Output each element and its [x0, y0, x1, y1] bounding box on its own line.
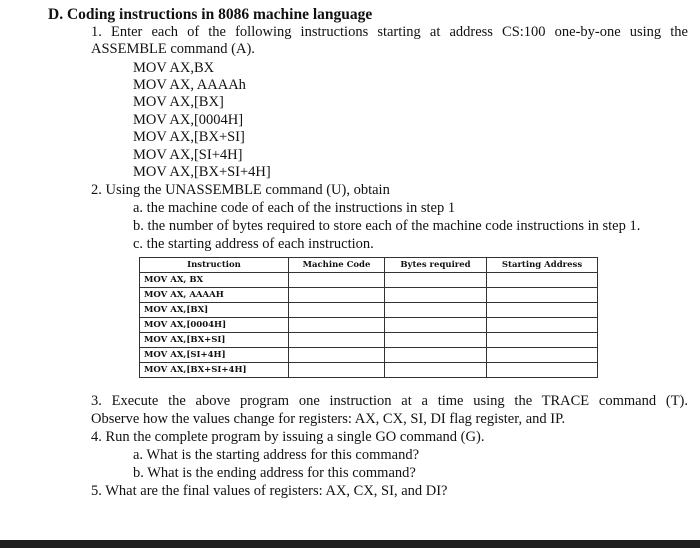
row-instruction: MOV AX, BX	[140, 273, 289, 288]
row-bytes-cell[interactable]	[385, 348, 487, 363]
instruction-line-4: MOV AX,[0004H]	[133, 112, 244, 128]
row-address-cell[interactable]	[487, 363, 598, 378]
step3-text-line1: 3. Execute the above program one instruction at a time using the TRACE command (T).	[91, 393, 688, 409]
table-row	[140, 348, 598, 363]
row-address-cell[interactable]	[487, 273, 598, 288]
step5-text: 5. What are the final values of registers: AX, CX, SI, and DI?	[91, 483, 448, 499]
table-row	[140, 333, 598, 348]
table-row	[140, 273, 598, 288]
row-machine-code-cell[interactable]	[289, 288, 385, 303]
row-machine-code-cell[interactable]	[289, 318, 385, 333]
instruction-line-6: MOV AX,[SI+4H]	[133, 147, 243, 163]
instruction-table	[139, 257, 598, 378]
step2-item-a: a. the machine code of each of the instructions in step 1	[133, 200, 456, 216]
step4-text: 4. Run the complete program by issuing a single GO command (G).	[91, 429, 485, 445]
section-heading: D. Coding instructions in 8086 machine language	[48, 6, 373, 23]
step2-item-c: c. the starting address of each instruction.	[133, 236, 374, 252]
row-bytes-cell[interactable]	[385, 363, 487, 378]
row-machine-code-cell[interactable]	[289, 348, 385, 363]
table-row	[140, 318, 598, 333]
header-starting-address: Starting Address	[487, 258, 598, 273]
row-machine-code-cell[interactable]	[289, 273, 385, 288]
step1-text-line2: ASSEMBLE command (A).	[91, 41, 255, 57]
row-machine-code-cell[interactable]	[289, 303, 385, 318]
table-row	[140, 288, 598, 303]
row-bytes-cell[interactable]	[385, 288, 487, 303]
row-address-cell[interactable]	[487, 318, 598, 333]
instruction-line-3: MOV AX,[BX]	[133, 94, 224, 110]
step4-item-b: b. What is the ending address for this command?	[133, 465, 416, 481]
step2-text: 2. Using the UNASSEMBLE command (U), obtain	[91, 182, 390, 198]
row-bytes-cell[interactable]	[385, 303, 487, 318]
row-instruction: MOV AX,[SI+4H]	[140, 348, 289, 363]
row-instruction: MOV AX,[BX+SI]	[140, 333, 289, 348]
row-machine-code-cell[interactable]	[289, 363, 385, 378]
step3-text-line2: Observe how the values change for registers: AX, CX, SI, DI flag register, and IP.	[91, 411, 566, 427]
instruction-line-7: MOV AX,[BX+SI+4H]	[133, 164, 271, 180]
row-instruction: MOV AX,[0004H]	[140, 318, 289, 333]
row-address-cell[interactable]	[487, 333, 598, 348]
step1-text-line1: 1. Enter each of the following instructions starting at address CS:100 one-by-one using the	[91, 24, 688, 40]
row-machine-code-cell[interactable]	[289, 333, 385, 348]
instruction-line-1: MOV AX,BX	[133, 60, 215, 76]
table-row	[140, 363, 598, 378]
header-machine-code: Machine Code	[289, 258, 385, 273]
table-header-row	[140, 258, 598, 273]
row-bytes-cell[interactable]	[385, 318, 487, 333]
header-instruction: Instruction	[140, 258, 289, 273]
row-instruction: MOV AX,[BX]	[140, 303, 289, 318]
instruction-line-2: MOV AX, AAAAh	[133, 77, 246, 93]
instruction-line-5: MOV AX,[BX+SI]	[133, 129, 245, 145]
step2-item-b: b. the number of bytes required to store each of the machine code instructions in step 1.	[133, 218, 641, 234]
step4-item-a: a. What is the starting address for this command?	[133, 447, 420, 463]
bottom-edge-bar	[0, 540, 700, 548]
row-instruction: MOV AX, AAAAH	[140, 288, 289, 303]
header-bytes-required: Bytes required	[385, 258, 487, 273]
row-address-cell[interactable]	[487, 288, 598, 303]
row-instruction: MOV AX,[BX+SI+4H]	[140, 363, 289, 378]
table-row	[140, 303, 598, 318]
row-address-cell[interactable]	[487, 303, 598, 318]
row-bytes-cell[interactable]	[385, 333, 487, 348]
row-bytes-cell[interactable]	[385, 273, 487, 288]
row-address-cell[interactable]	[487, 348, 598, 363]
